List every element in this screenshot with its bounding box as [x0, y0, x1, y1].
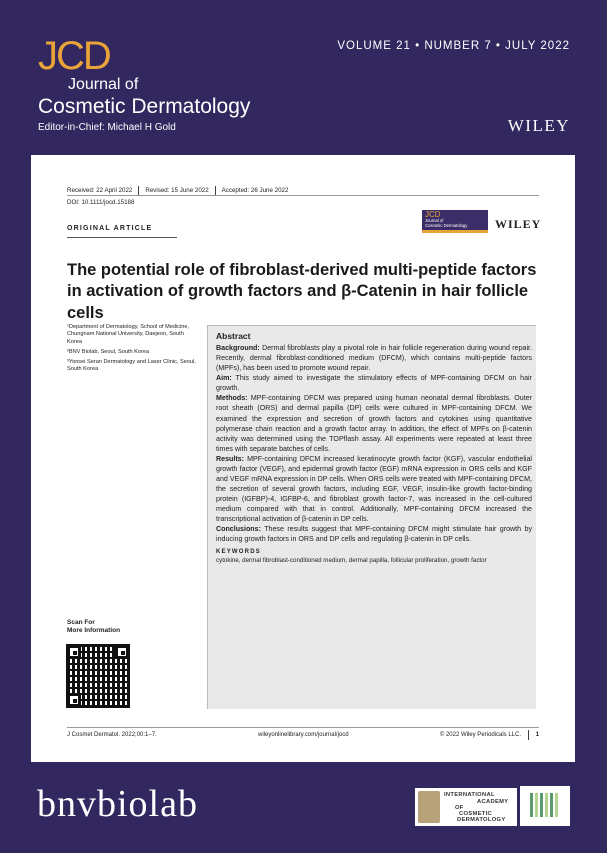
publisher-logo-small: WILEY [495, 217, 542, 231]
divider [67, 237, 177, 238]
doi-link[interactable]: DOI: 10.1111/jocd.15188 [67, 199, 135, 206]
qr-finder [115, 645, 129, 659]
article-dates [67, 186, 288, 195]
journal-url[interactable]: wileyonlinelibrary.com/journal/jocd [258, 732, 349, 738]
academy-seal-icon [418, 791, 440, 823]
divider [138, 186, 139, 195]
abstract-box [207, 325, 536, 709]
section-label: Conclusions: [216, 525, 261, 534]
page-number: 1 [535, 732, 539, 738]
abstract-heading: Abstract [216, 331, 251, 341]
mini-cover-letters: JCD [425, 210, 441, 219]
qr-code-icon[interactable] [67, 645, 129, 707]
qr-finder [67, 693, 81, 707]
partner-logo [520, 786, 570, 826]
affiliations [67, 324, 197, 377]
received-date: Received: 22 April 2022 [67, 187, 133, 194]
mini-cover-line1: Journal of [425, 218, 444, 223]
scan-label-line1: Scan For [67, 619, 95, 626]
academy-logo [415, 788, 517, 826]
section-text: These results suggest that MPF-containing DFCM might stimulate hair growth by inducing growth factors in ORS and DP cells and regulating β-catenin in DP cells. [216, 525, 532, 544]
keywords-list: cytokine, dermal fibroblast-conditioned medium, dermal papilla, follicular proliferation, growth factor [216, 556, 487, 564]
academy-line4: COSMETIC [459, 811, 492, 817]
section-text: MPF-containing DFCM increased keratinocyte growth factor (KGF), vascular endothelial growth factor (VEGF), and epidermal growth factor (EGF) mRNA expression in ORS cells and KGF and VEGF mRNA expression in DP cells. When ORS cells were treated with MPF-containing DFCM, the secretion of several growth factors, including EGF, VEGF, insulin-like growth factor-binding protein (IGFBP)-4, IGFBP-6, and fibroblast growth factor-7, was increased in the cell-cultured medium compared with that in control. Additionally, MPF-containing DFCM increased the transcriptional activation of β-catenin in DP cells. [216, 454, 532, 524]
abstract-conclusions [216, 524, 532, 544]
abstract-results [216, 454, 532, 524]
journal-name-line2: Cosmetic Dermatology [38, 95, 251, 118]
journal-name-line1: Journal of [68, 76, 139, 93]
partner-emblem-icon [530, 793, 560, 817]
article-first-page [31, 155, 575, 762]
academy-line3: OF [455, 805, 464, 811]
scan-label-line2: More Information [67, 627, 121, 635]
divider [528, 730, 529, 740]
section-label: Methods: [216, 394, 248, 403]
abstract-methods [216, 393, 532, 453]
academy-line1: INTERNATIONAL [444, 792, 495, 798]
section-text: Dermal fibroblasts play a pivotal role in hair follicle regeneration during wound repair. Recently, dermal fibroblast-conditioned medium (DFCM), which contains multi-peptide factors (MPFs), has been used to promote wound repair. [216, 344, 532, 373]
journal-logo-letters: JCD [38, 34, 110, 78]
journal-mini-cover [422, 210, 488, 233]
section-label: Results: [216, 454, 244, 463]
qr-finder [67, 645, 81, 659]
citation: J Cosmet Dermatol. 2022;00:1–7. [67, 732, 157, 738]
issue-info: VOLUME 21 • NUMBER 7 • JULY 2022 [337, 40, 570, 52]
section-text: This study aimed to investigate the stimulatory effects of MPF-containing DFCM on hair growth. [216, 374, 532, 393]
divider [215, 186, 216, 195]
article-type: ORIGINAL ARTICLE [67, 225, 153, 232]
academy-line2: ACADEMY [477, 799, 509, 805]
copyright: © 2022 Wiley Periodicals LLC. [439, 732, 521, 738]
mini-cover-line2: Cosmetic Dermatology [425, 223, 468, 228]
divider [67, 727, 539, 728]
academy-line5: DERMATOLOGY [457, 817, 506, 823]
publisher-logo: WILEY [507, 116, 570, 135]
affiliation-item: ²BNV Biolab, Seoul, South Korea [67, 348, 150, 355]
accepted-date: Accepted: 26 June 2022 [221, 187, 289, 194]
abstract-background [216, 343, 532, 373]
divider [67, 195, 539, 196]
section-label: Aim: [216, 374, 232, 383]
sponsor-brand: bnvbiolab [37, 783, 198, 825]
article-title: The potential role of fibroblast-derived multi-peptide factors in activation of growth factors and β-Catenin in hair follicle cells [67, 261, 537, 322]
abstract-aim [216, 373, 532, 393]
affiliation-item: ¹Department of Dermatology, School of Medicine, Chungnam National University, Daejeon, South Korea [67, 324, 190, 345]
revised-date: Revised: 15 June 2022 [145, 187, 209, 194]
editor-in-chief: Editor-in-Chief: Michael H Gold [38, 122, 176, 133]
section-text: MPF-containing DFCM was prepared using human neonatal dermal fibroblasts. Outer root sheath (ORS) and dermal papilla (DP) cells were cultured in MPF-containing DFCM. We examined the expression and secretion of growth factors and cytokines using quantitative polymerase chain reaction and a growth factor array. In addition, the effect of MPFs on β-catenin activity was determined using the TOPflash assay. All experiments were repeated at least three times with separate batches of cells. [216, 394, 532, 453]
section-label: Background: [216, 344, 260, 353]
keywords-heading: KEYWORDS [216, 549, 261, 556]
affiliation-item: ³Yonsei Seran Dermatology and Laser Clinic, Seoul, South Korea [67, 359, 196, 373]
scan-label [67, 619, 120, 635]
